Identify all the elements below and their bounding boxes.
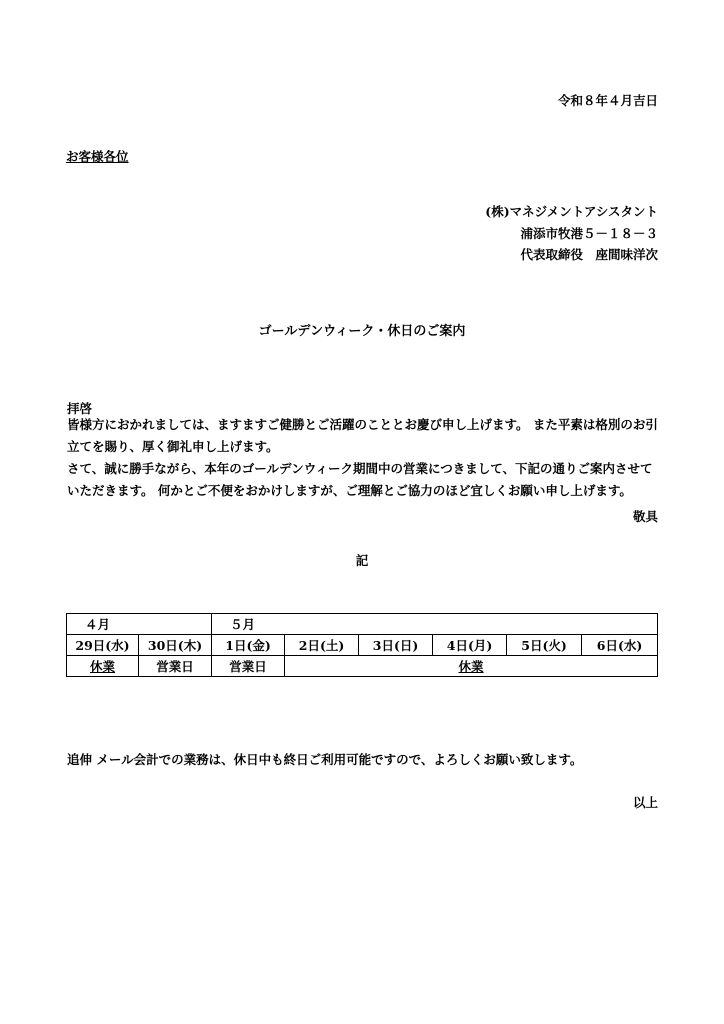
ki-heading: 記 (355, 553, 369, 568)
sender-address: 浦添市牧港５－１８－３ (520, 226, 658, 241)
sender-representative: 代表取締役 座間味洋次 (520, 247, 658, 262)
greeting-open: 拝啓 (67, 401, 93, 416)
document-date: 令和８年４月吉日 (557, 93, 658, 108)
day-cell: 3日(日) (359, 635, 433, 656)
recipient: お客様各位 (66, 149, 129, 164)
month-row (67, 614, 658, 635)
status-29 (67, 656, 139, 677)
body-text (67, 414, 659, 502)
day-cell: 30日(木) (139, 635, 212, 656)
greeting-close: 敬具 (632, 509, 658, 524)
day-cell: 1日(金) (212, 635, 285, 656)
status-1: 営業日 (212, 656, 285, 677)
postscript: 追伸 メール会計での業務は、休日中も終日ご利用可能ですので、よろしくお願い致します。 (67, 752, 583, 767)
status-2-6 (285, 656, 658, 677)
status-row (67, 656, 658, 677)
sender-company: (株)マネジメントアシスタント (485, 204, 658, 219)
day-cell: 2日(土) (285, 635, 359, 656)
status-29-text: 休業 (89, 659, 115, 674)
status-2-6-text: 休業 (458, 659, 484, 674)
month-may: ５月 (212, 614, 658, 635)
document-title: ゴールデンウィーク・休日のご案内 (258, 324, 466, 339)
day-row (67, 635, 658, 656)
day-cell: 5日(火) (507, 635, 582, 656)
day-cell: 29日(水) (67, 635, 139, 656)
day-cell: 4日(月) (433, 635, 507, 656)
month-april: ４月 (67, 614, 212, 635)
day-cell: 6日(水) (582, 635, 658, 656)
status-30: 営業日 (139, 656, 212, 677)
paragraph-1: 皆様方におかれましては、ますますご健勝とご活躍のこととお慶び申し上げます。 また平素は格別のお引立てを賜り、厚く御礼申し上げます。 (67, 417, 658, 454)
paragraph-2: さて、誠に勝手ながら、本年のゴールデンウィーク期間中の営業につきまして、下記の通りご案内させていただきます。 何かとご不便をおかけしますが、ご理解とご協力のほど宜しくお願い申し上げます。 (67, 461, 653, 498)
schedule-table (66, 613, 658, 677)
closing: 以上 (632, 795, 658, 810)
